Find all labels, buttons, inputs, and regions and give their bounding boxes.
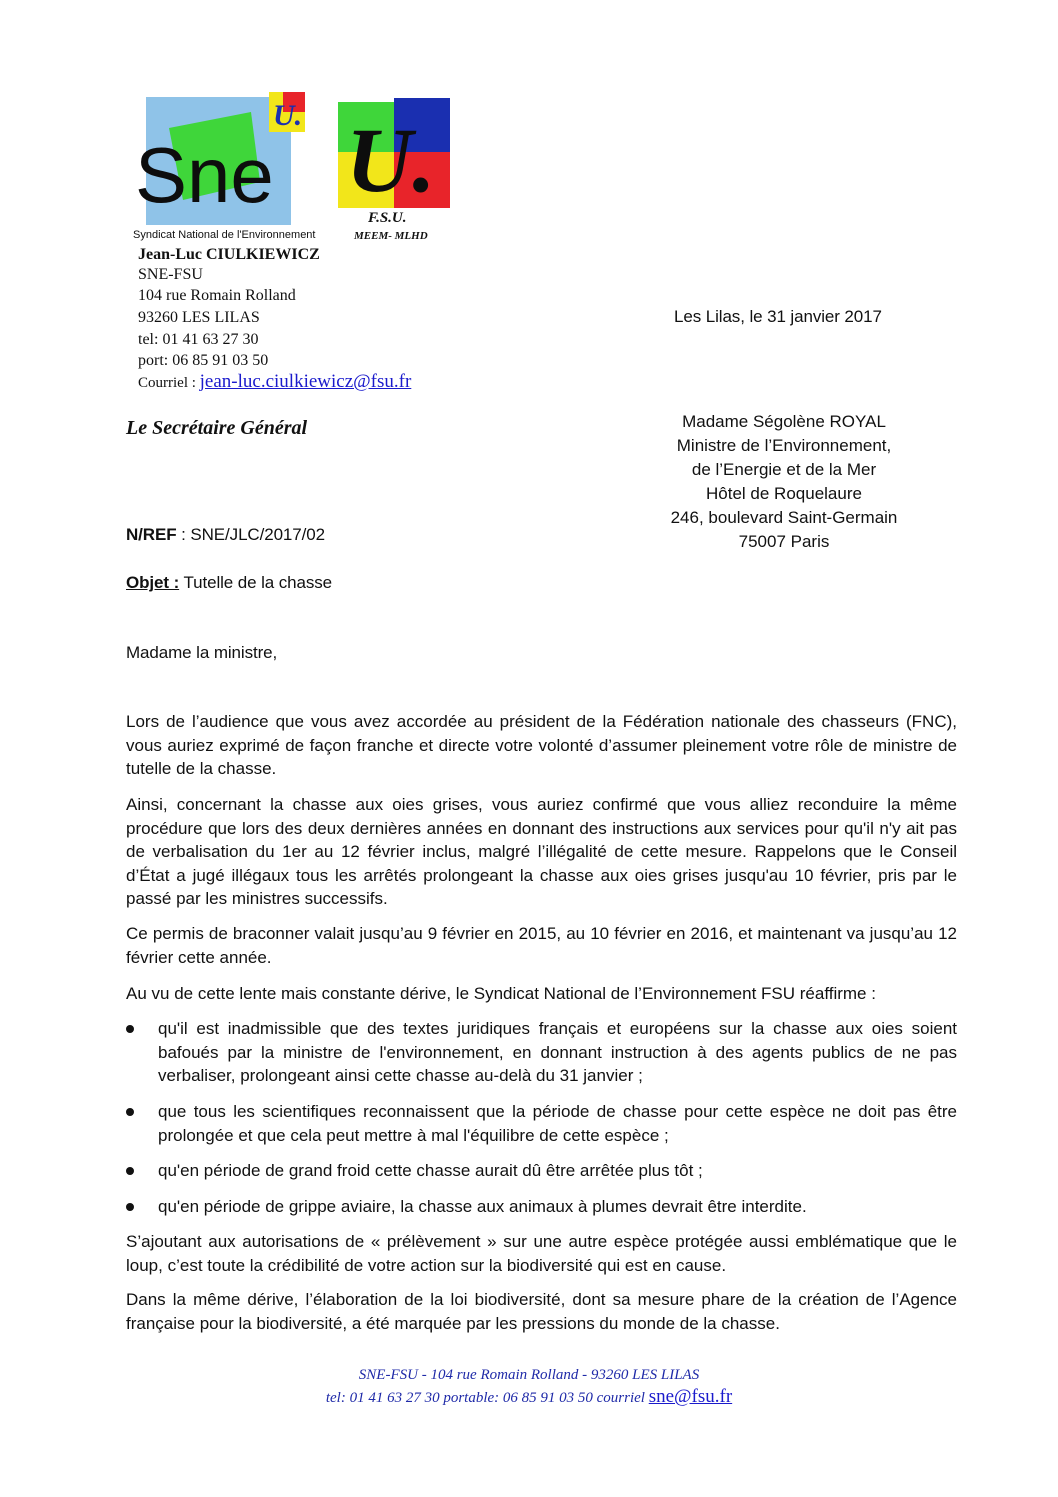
footer-contact-text: tel: 01 41 63 27 30 portable: 06 85 91 03 50 courriel bbox=[325, 1390, 649, 1406]
recipient-block bbox=[630, 410, 938, 554]
fsu-label: F.S.U. bbox=[368, 210, 407, 226]
body-paragraph-2: Ainsi, concernant la chasse aux oies grises, vous auriez confirmé que vous alliez reconduire la même procédure que lors des deux dernières années en donnant des instructions aux services pour qu'il n'y ait pas de verbalisation du 1er au 12 février inclus, malgré l’illégalité de cette mesure. Rappelons que le Conseil d’État a jugé illégaux tous les arrêtés prolongeant la chasse aux oies grises jusqu'au 10 février, pris par le passé par les ministres successifs. bbox=[126, 795, 957, 908]
fsu-logo-text: U. bbox=[346, 109, 436, 211]
subject-label: Objet : bbox=[126, 573, 180, 592]
list-item-text: qu'il est inadmissible que des textes juridiques français et européens sur la chasse aux oies soient bafoués par la ministre de l'environnement, en donnant instruction à des agents publics de ne pas verbaliser, prolongeant ainsi cette chasse au-delà du 31 janvier ; bbox=[158, 1019, 957, 1085]
sender-email-row bbox=[138, 372, 411, 393]
recipient-line: Madame Ségolène ROYAL bbox=[682, 412, 886, 431]
reference-value: : SNE/JLC/2017/02 bbox=[176, 525, 325, 544]
sender-city: 93260 LES LILAS bbox=[138, 309, 260, 326]
sne-logo-text: Sne bbox=[135, 131, 274, 219]
sender-email-label: Courriel : bbox=[138, 375, 196, 391]
list-item-text: qu'en période de grippe aviaire, la chasse aux animaux à plumes devrait être interdite. bbox=[158, 1197, 807, 1216]
list-item-text: qu'en période de grand froid cette chasse aurait dû être arrêtée plus tôt ; bbox=[158, 1161, 703, 1180]
meem-label: MEEM- MLHD bbox=[354, 230, 428, 242]
body-paragraph-5: S’ajoutant aux autorisations de « prélèvement » sur une autre espèce protégée aussi emblématique que le loup, c’est toute la crédibilité de votre action sur la biodiversité qui est en cause. bbox=[126, 1232, 957, 1275]
salutation: Madame la ministre, bbox=[126, 643, 278, 662]
recipient-line: Ministre de l’Environnement, bbox=[676, 436, 892, 455]
bullet-icon bbox=[126, 1167, 134, 1175]
sender-port: port: 06 85 91 03 50 bbox=[138, 352, 269, 369]
reference-label: N/REF bbox=[126, 525, 177, 544]
subject-value: Tutelle de la chasse bbox=[179, 573, 333, 592]
body-paragraph-4: Au vu de cette lente mais constante dérive, le Syndicat National de l’Environnement FSU réaffirme : bbox=[126, 984, 876, 1003]
footer-email-link[interactable]: sne@fsu.fr bbox=[648, 1386, 733, 1407]
logo-caption: Syndicat National de l'Environnement bbox=[133, 229, 316, 241]
recipient-line: Hôtel de Roquelaure bbox=[706, 484, 862, 503]
footer-address: SNE-FSU - 104 rue Romain Rolland - 93260 LES LILAS bbox=[358, 1367, 700, 1383]
footer-contact bbox=[200, 1386, 858, 1409]
body-paragraph-6: Dans la même dérive, l’élaboration de la loi biodiversité, dont sa mesure phare de la création de l’Agence française pour la biodiversité, a été marquée par les pressions du monde de la chasse. bbox=[126, 1290, 957, 1333]
sender-street: 104 rue Romain Rolland bbox=[138, 287, 296, 304]
recipient-line: 75007 Paris bbox=[738, 532, 830, 551]
reference-line bbox=[126, 525, 325, 545]
body-paragraph-3: Ce permis de braconner valait jusqu’au 9 février en 2015, au 10 février en 2016, et maintenant va jusqu’au 12 février cette année. bbox=[126, 924, 957, 967]
sne-logo-graphic bbox=[133, 90, 313, 232]
sender-role: Le Secrétaire Général bbox=[126, 417, 308, 439]
sender-name: Jean-Luc CIULKIEWICZ bbox=[138, 246, 320, 263]
letter-date: Les Lilas, le 31 janvier 2017 bbox=[674, 307, 882, 326]
recipient-line: 246, boulevard Saint-Germain bbox=[670, 508, 898, 527]
sender-tel: tel: 01 41 63 27 30 bbox=[138, 331, 259, 348]
sender-org: SNE-FSU bbox=[138, 266, 203, 283]
sne-logo bbox=[133, 90, 313, 232]
bullet-icon bbox=[126, 1108, 134, 1116]
list-item-text: que tous les scientifiques reconnaissent que la période de chasse pour cette espèce ne doit pas être prolongée et que cela peut mettre à mal l'équilibre de cette espèce ; bbox=[158, 1102, 957, 1145]
body-paragraph-1: Lors de l’audience que vous avez accordée au président de la Fédération nationale des chasseurs (FNC), vous auriez exprimé de façon franche et directe votre volonté d’assumer pleinement votre rôle de ministre de tutelle de la chasse. bbox=[126, 712, 957, 778]
recipient-line: de l’Energie et de la Mer bbox=[691, 460, 877, 479]
bullet-icon bbox=[126, 1203, 134, 1211]
bullet-icon bbox=[126, 1025, 134, 1033]
subject-line bbox=[126, 573, 332, 593]
sender-email-link[interactable]: jean-luc.ciulkiewicz@fsu.fr bbox=[199, 371, 412, 392]
svg-text:U.: U. bbox=[273, 99, 303, 132]
